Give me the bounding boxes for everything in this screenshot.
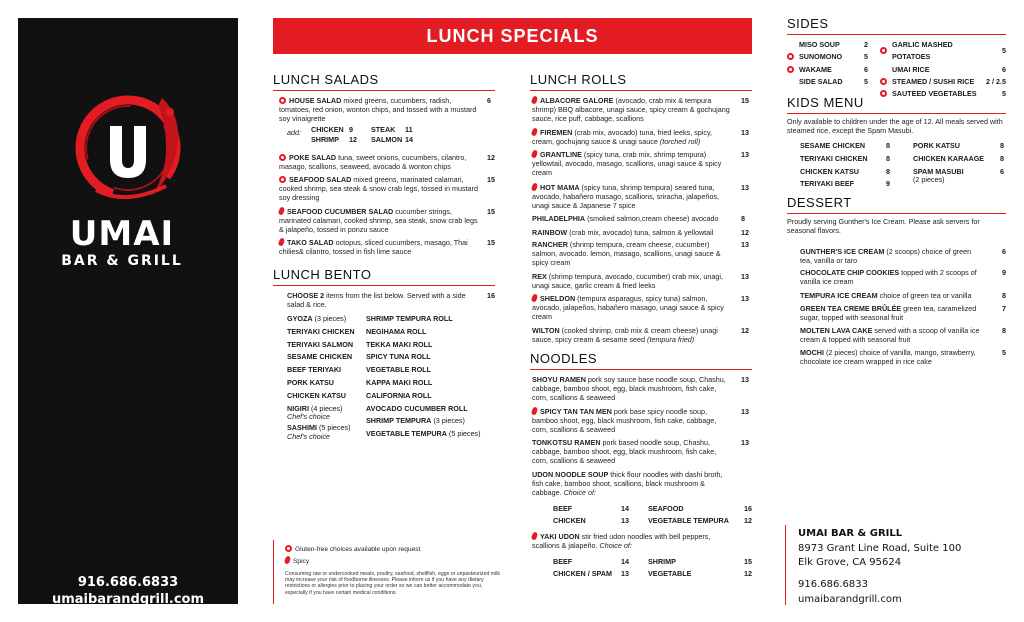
menu-item bbox=[800, 247, 982, 265]
spam-masubi-note: (2 pieces) bbox=[913, 175, 945, 185]
card-business-name: UMAI BAR & GRILL bbox=[798, 528, 903, 539]
kids-menu-title: KIDS MENU bbox=[787, 95, 1006, 114]
salad-add-label: add: bbox=[287, 128, 301, 137]
side-item: STEAMED / SUSHI RICE 2 / 2.5 bbox=[880, 76, 1006, 88]
bento-option: SPICY TUNA ROLL bbox=[366, 352, 431, 362]
bento-option: SHRIMP TEMPURA ROLL bbox=[366, 314, 453, 323]
menu-item-yaki-udon: YAKI UDON stir fried udon noodles with bell peppers, scallions & jalapeño. Choice of: bbox=[532, 532, 711, 550]
side-item: SAUTEED VEGETABLES 5 bbox=[880, 88, 1006, 100]
gluten-free-icon bbox=[787, 53, 794, 60]
item-description: tuna, sweet onions, cucumbers, cilantro, masago, scallions, seaweed, avocado & wonton chips bbox=[279, 153, 467, 171]
item-name: MOCHI bbox=[800, 348, 824, 357]
kids-intro: Only available to children under the age of 12. All meals served with steamed rice, except the Spam Masubi. bbox=[787, 117, 1003, 135]
bento-option: CALIFORNIA ROLL bbox=[366, 390, 432, 400]
item-description: (avocado, crab mix & tempura shrimp) BBQ albacore, unagi sauce, spicy cream & gochujang sauce, rice puff, cabbage, scallions bbox=[532, 96, 730, 123]
menu-item bbox=[532, 183, 730, 210]
bento-intro: CHOOSE 2 items from the list below. Served with a side salad & rice. bbox=[287, 291, 466, 309]
gluten-free-icon bbox=[787, 66, 794, 73]
item-price: 13 bbox=[741, 183, 749, 192]
menu-item bbox=[532, 128, 730, 146]
item-description: (shrimp tempura, cream cheese, cucumber) salmon, avocado. lemon, masago, scallions, unagi sauce & spicy cream bbox=[532, 240, 721, 267]
bento-option: VEGETABLE ROLL bbox=[366, 365, 431, 375]
item-price: 15 bbox=[487, 175, 495, 184]
item-name: HOUSE SALAD bbox=[289, 96, 342, 105]
bento-option: TEKKA MAKI ROLL bbox=[366, 339, 433, 349]
kids-col1 bbox=[800, 140, 890, 191]
contact-card-bar bbox=[785, 525, 786, 605]
brand-phone[interactable]: 916.686.6833 bbox=[77, 575, 179, 590]
legend-gluten-free: Gluten-free choices available upon request bbox=[285, 545, 420, 553]
item-name: GRANTLINE bbox=[540, 150, 582, 159]
item-note: (tempura fried) bbox=[645, 335, 695, 344]
card-website[interactable]: umaibarandgrill.com bbox=[798, 594, 902, 605]
item-name: SPICY TAN TAN MEN bbox=[540, 407, 612, 416]
gluten-free-icon bbox=[880, 47, 887, 54]
bento-option: BEEF TERIYAKI bbox=[287, 365, 342, 375]
item-price: 8 bbox=[741, 214, 745, 223]
sides-col2 bbox=[880, 39, 1006, 100]
item-name: GUNTHER'S ICE CREAM bbox=[800, 247, 885, 256]
legend-bar bbox=[273, 540, 274, 604]
item-price: 15 bbox=[741, 96, 749, 105]
menu-item bbox=[532, 214, 730, 223]
bento-option-note: Chef's choice bbox=[287, 432, 330, 442]
legend-spicy: Spicy bbox=[285, 556, 309, 565]
umai-logo-icon bbox=[66, 78, 196, 213]
gluten-free-icon bbox=[279, 97, 286, 104]
side-item: UMAI RICE 6 bbox=[892, 64, 1006, 74]
chili-pepper-icon bbox=[531, 182, 538, 191]
item-description: (tempura asparagus, spicy tuna) salmon, avocado, jalapeños, habañero masago, unagi sauce & spicy cream bbox=[532, 294, 724, 321]
item-description: mixed greens, marinated calamari, cooked shrimp, sea steak & snow crab legs, tossed in mustard soy dressing bbox=[279, 175, 478, 202]
noodles-title: NOODLES bbox=[530, 351, 752, 370]
item-price: 13 bbox=[741, 294, 749, 303]
item-price: 15 bbox=[487, 238, 495, 247]
item-description: choice of green tea or vanilla bbox=[877, 291, 972, 300]
item-name: SEAFOOD SALAD bbox=[289, 175, 352, 184]
noodle-choice-row: BEEF 14 SHRIMP 15 bbox=[553, 557, 752, 566]
item-description: (2 scoops) choice of green tea, vanilla or taro bbox=[800, 247, 972, 265]
kids-item: CHICKEN KATSU 8 bbox=[800, 166, 890, 176]
item-price: 13 bbox=[741, 438, 749, 447]
bento-option: SESAME CHICKEN bbox=[287, 352, 353, 362]
sides-title: SIDES bbox=[787, 16, 1006, 35]
menu-item bbox=[800, 326, 982, 344]
item-price: 13 bbox=[741, 272, 749, 281]
item-name: RANCHER bbox=[532, 240, 568, 249]
chili-pepper-icon bbox=[278, 206, 285, 215]
menu-item bbox=[800, 304, 982, 322]
item-description: cucumber strings, marinated calamari, cooked shrimp, sea steak, snow crab legs & jalapeño, tossed in ponzu sauce bbox=[279, 207, 478, 234]
item-name: GREEN TEA CREME BRÛLÉE bbox=[800, 304, 902, 313]
menu-item bbox=[532, 375, 730, 402]
item-description: (smoked salmon,cream cheese) avocado bbox=[585, 214, 719, 223]
item-price: 7 bbox=[1002, 304, 1006, 313]
salad-add-grid bbox=[311, 125, 413, 145]
item-price: 12 bbox=[741, 326, 749, 335]
item-name: RAINBOW bbox=[532, 228, 568, 237]
kids-item: TERIYAKI CHICKEN 8 bbox=[800, 153, 890, 163]
menu-item bbox=[532, 150, 730, 177]
item-price: 5 bbox=[1002, 348, 1006, 357]
item-price: 12 bbox=[741, 228, 749, 237]
item-price: 6 bbox=[487, 96, 491, 105]
menu-item bbox=[279, 238, 483, 256]
bento-option: NIGIRI (4 pieces) Chef's choice bbox=[287, 403, 355, 422]
chili-pepper-icon bbox=[531, 406, 538, 415]
bento-option: AVOCADO CUCUMBER ROLL bbox=[366, 403, 468, 413]
item-price: 13 bbox=[741, 240, 749, 249]
bento-col2 bbox=[366, 313, 481, 441]
item-price: 12 bbox=[487, 153, 495, 162]
item-price: 13 bbox=[741, 150, 749, 159]
item-description: (2 pieces) choice of vanilla, mango, strawberry, chocolate ice cream wrapped in rice cake bbox=[800, 348, 976, 366]
menu-item bbox=[279, 175, 483, 202]
item-name: SHELDON bbox=[540, 294, 576, 303]
lunch-bento-title: LUNCH BENTO bbox=[273, 267, 495, 286]
bento-col1 bbox=[287, 313, 355, 442]
side-item: WAKAME 6 bbox=[787, 64, 868, 76]
item-note: Choice of: bbox=[561, 488, 596, 497]
menu-item bbox=[800, 348, 982, 366]
item-price: 15 bbox=[487, 207, 495, 216]
kids-item: TERIYAKI BEEF 9 bbox=[800, 179, 890, 189]
dessert-title: DESSERT bbox=[787, 195, 1006, 214]
side-item: MISO SOUP 2 bbox=[799, 40, 868, 49]
item-description: (crab mix, avocado) tuna, fried leeks, spicy, cream, gochujang sauce & unagi sauce bbox=[532, 128, 713, 146]
menu-item bbox=[532, 470, 730, 497]
gluten-free-icon bbox=[285, 545, 292, 552]
add-protein-option: STEAK 11 bbox=[371, 125, 413, 134]
chili-pepper-icon bbox=[531, 127, 538, 136]
noodle-choice-row: CHICKEN 13 VEGETABLE TEMPURA 12 bbox=[553, 516, 752, 525]
item-name: TONKOTSU RAMEN bbox=[532, 438, 601, 447]
chili-pepper-icon bbox=[278, 237, 285, 246]
menu-item bbox=[532, 326, 730, 344]
bento-option: SASHIMI (5 pieces) Chef's choice bbox=[287, 422, 355, 441]
menu-item bbox=[279, 96, 483, 123]
item-name: WILTON bbox=[532, 326, 560, 335]
item-name: REX bbox=[532, 272, 547, 281]
item-price: 13 bbox=[741, 375, 749, 384]
menu-item bbox=[532, 294, 730, 321]
kids-item: SPAM MASUBI 6 bbox=[913, 166, 1004, 176]
menu-item bbox=[532, 272, 730, 290]
menu-item bbox=[279, 207, 483, 234]
item-description: topped with 2 scoops of vanilla ice cream bbox=[800, 268, 977, 286]
add-protein-option: CHICKEN 9 bbox=[311, 125, 353, 134]
bento-option: TERIYAKI SALMON bbox=[287, 339, 354, 349]
card-address-line2: Elk Grove, CA 95624 bbox=[798, 557, 902, 568]
item-name: POKE SALAD bbox=[289, 153, 337, 162]
chili-pepper-icon bbox=[284, 555, 291, 564]
menu-item bbox=[800, 291, 982, 300]
item-name: PHILADELPHIA bbox=[532, 214, 586, 223]
bento-option: GYOZA (3 pieces) bbox=[287, 314, 347, 323]
card-phone[interactable]: 916.686.6833 bbox=[798, 579, 868, 590]
bento-option-note: Chef's choice bbox=[287, 412, 330, 422]
item-description: pork base spicy noodle soup, bamboo shoot, egg, black mushroom, fish cake, cabbage, corn, scallions & seaweed bbox=[532, 407, 717, 434]
item-description: served with a scoop of vanilla ice cream & topped with seasonal fruit bbox=[800, 326, 980, 344]
food-safety-disclaimer: Consuming raw or undercooked meats, poultry, seafood, shellfish, eggs or unpasteurized milk may increase your risk of foodborne illnesses. Please inform us if you have any dietary restrictions or allergies prior to placing your order so we can better accommodate you, especially if you have certain medical conditions. bbox=[285, 571, 501, 596]
dessert-intro: Proudly serving Gunther's Ice Cream. Please ask servers for seasonal flavors. bbox=[787, 217, 980, 235]
item-description: (shrimp tempura, avocado, cucumber) crab mix, unagi, unagi sauce, garlic cream & fried leeks bbox=[532, 272, 723, 290]
kids-col2 bbox=[913, 140, 1004, 184]
gluten-free-icon bbox=[279, 154, 286, 161]
side-item: SUNOMONO 5 bbox=[787, 51, 868, 63]
brand-panel bbox=[18, 18, 238, 607]
bento-option: CHICKEN KATSU bbox=[287, 390, 346, 400]
item-description: octopus, sliced cucumbers, masago, Thai chilies& cilantro, tossed in fish lime sauce bbox=[279, 238, 468, 256]
menu-item bbox=[532, 240, 730, 267]
chili-pepper-icon bbox=[531, 293, 538, 302]
item-price: 8 bbox=[1002, 326, 1006, 335]
kids-item: CHICKEN KARAAGE 8 bbox=[913, 153, 1004, 163]
bento-option: KAPPA MAKI ROLL bbox=[366, 377, 433, 387]
item-name: CHOCOLATE CHIP COOKIES bbox=[800, 268, 900, 277]
item-description: pork soy sauce base noodle soup, Chashu, cabbage, bamboo shoot, egg, black mushroom, fish cake, corn, scallions & seaweed bbox=[532, 375, 726, 402]
menu-item bbox=[532, 228, 730, 237]
kids-item: SESAME CHICKEN 8 bbox=[800, 141, 890, 150]
item-price: 8 bbox=[1002, 291, 1006, 300]
gluten-free-icon bbox=[279, 176, 286, 183]
menu-item bbox=[532, 407, 730, 434]
item-name: FIREMEN bbox=[540, 128, 573, 137]
add-protein-option: SALMON 14 bbox=[371, 135, 413, 144]
lunch-specials-banner: LUNCH SPECIALS bbox=[273, 18, 752, 54]
item-note: (torched roll) bbox=[657, 137, 701, 146]
item-price: 9 bbox=[1002, 268, 1006, 277]
chili-pepper-icon bbox=[531, 95, 538, 104]
lunch-salads-title: LUNCH SALADS bbox=[273, 72, 495, 91]
noodle-choice-row: BEEF 14 SEAFOOD 16 bbox=[553, 504, 752, 513]
item-name: ALBACORE GALORE bbox=[540, 96, 614, 105]
kids-item: PORK KATSU 8 bbox=[913, 141, 1004, 150]
item-description: (cooked shrimp, crab mix & cream cheese) unagi sauce, spicy cream & sesame seed bbox=[532, 326, 718, 344]
item-description: (spicy tuna, shrimp tempura) seared tuna, avocado, habañero masago, scallions, sriracha, jalapeños, unagi sauce & Japanese 7 spice bbox=[532, 183, 719, 210]
bento-option: SHRIMP TEMPURA (3 pieces) bbox=[366, 416, 465, 426]
noodle-choice-row: CHICKEN / SPAM 13 VEGETABLE 12 bbox=[553, 569, 752, 578]
item-name: TAKO SALAD bbox=[287, 238, 334, 247]
card-address-line1: 8973 Grant Line Road, Suite 100 bbox=[798, 543, 962, 554]
chili-pepper-icon bbox=[531, 531, 538, 540]
side-item: SIDE SALAD 5 bbox=[799, 76, 868, 86]
bento-option: NEGIHAMA ROLL bbox=[366, 326, 427, 336]
yaki-udon-choices bbox=[553, 556, 752, 580]
bento-option: PORK KATSU bbox=[287, 377, 334, 387]
item-name: SEAFOOD CUCUMBER SALAD bbox=[287, 207, 394, 216]
side-item: GARLIC MASHED POTATOES 5 bbox=[880, 39, 1006, 64]
add-protein-option: SHRIMP 12 bbox=[311, 135, 357, 144]
lunch-rolls-title: LUNCH ROLLS bbox=[530, 72, 752, 91]
sides-col1 bbox=[787, 39, 868, 88]
bento-price: 16 bbox=[487, 291, 495, 300]
bento-option: TERIYAKI CHICKEN bbox=[287, 326, 355, 336]
item-name: MOLTEN LAVA CAKE bbox=[800, 326, 873, 335]
item-name: HOT MAMA bbox=[540, 183, 580, 192]
menu-item bbox=[532, 96, 730, 123]
item-description: green tea, caramelized sugar, topped with seasonal fruit bbox=[800, 304, 977, 322]
item-name: UDON NOODLE SOUP bbox=[532, 470, 609, 479]
item-name: SHOYU RAMEN bbox=[532, 375, 586, 384]
bento-option: VEGETABLE TEMPURA (5 pieces) bbox=[366, 429, 481, 439]
item-description: mixed greens, cucumbers, radish, tomatoes, red onion, wonton chips, and tossed with a mustard soy vinaigrette bbox=[279, 96, 477, 123]
brand-subtitle: BAR & GRILL bbox=[61, 253, 183, 269]
brand-name: UMAI bbox=[69, 214, 175, 254]
item-description: pork based noodle soup, Chashu, cabbage, bamboo shoot, egg, black mushroom, fish cake, corn, scallions & seaweed bbox=[532, 438, 717, 465]
menu-item bbox=[532, 438, 730, 465]
menu-item bbox=[800, 268, 982, 286]
item-price: 6 bbox=[1002, 247, 1006, 256]
item-description: thick flour noodles with dashi broth, fish cake, bamboo shoot, scallions, black mushroom & cabbage. bbox=[532, 470, 723, 497]
udon-choices bbox=[553, 503, 752, 527]
chili-pepper-icon bbox=[531, 149, 538, 158]
brand-website[interactable]: umaibarandgrill.com bbox=[51, 592, 205, 607]
item-name: TEMPURA ICE CREAM bbox=[800, 291, 878, 300]
menu-item bbox=[279, 153, 483, 171]
item-description: (spicy tuna, crab mix, shrimp tempura) yellowtail, avocado, masago, scallions, unagi sauce & spicy cream bbox=[532, 150, 722, 177]
item-price: 13 bbox=[741, 128, 749, 137]
item-price: 13 bbox=[741, 407, 749, 416]
item-description: (crab mix, avocado) tuna, salmon & yellowtail bbox=[567, 228, 714, 237]
gluten-free-icon bbox=[880, 78, 887, 85]
